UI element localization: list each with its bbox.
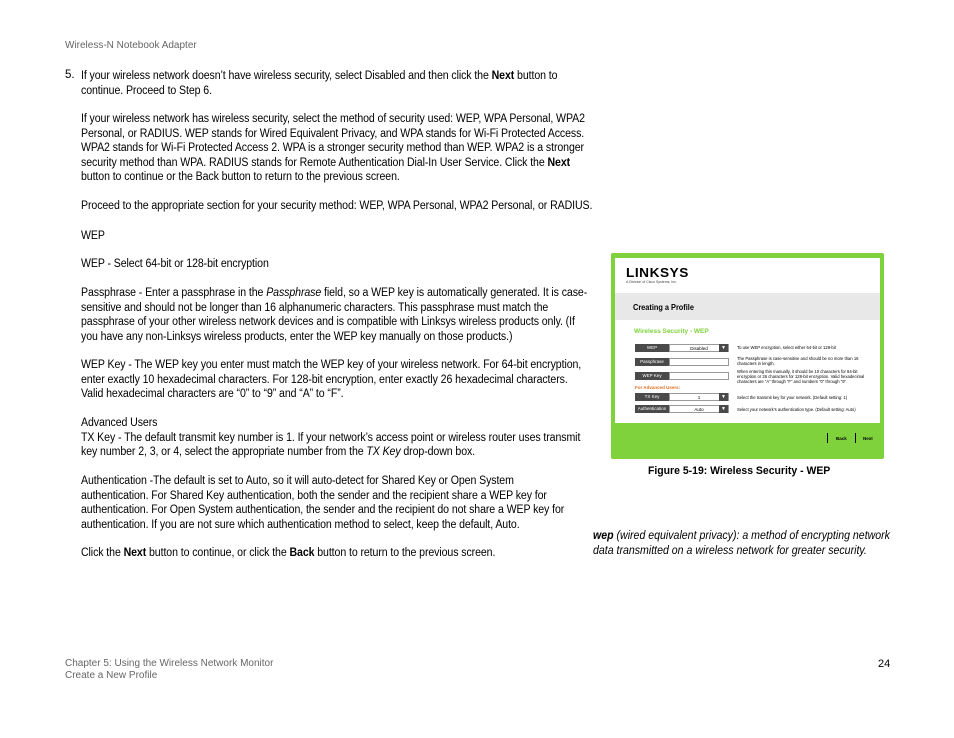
wep-desc: To use WEP encryption, select either 64-bit or 128-bit	[737, 345, 836, 350]
next-button[interactable]: Next	[863, 436, 873, 441]
advanced-users-label: For Advanced Users:	[635, 385, 681, 390]
wep-heading: WEP	[81, 230, 105, 242]
figure-caption: Figure 5-19: Wireless Security - WEP	[648, 465, 831, 477]
logo-subtitle: A Division of Cisco Systems, Inc.	[626, 280, 677, 284]
authentication-dropdown-icon[interactable]: ▼	[719, 405, 728, 413]
footer-section: Create a New Profile	[65, 670, 158, 681]
passphrase-desc: The Passphrase is case-sensitive and should be no more than 16 characters in length.	[737, 356, 859, 366]
wep-select[interactable]: Disabled	[669, 344, 729, 352]
wep-key-desc: When entering this manually, it should be 10 characters for 64-bit encryption or 26 characters for 128-bit encryption. Valid hexadecimal characters are “A” through “F” and numbers “0” through “9”.	[737, 369, 865, 384]
wep-key-label: WEP Key	[635, 372, 669, 380]
tx-key-label: TX Key	[635, 393, 669, 401]
click-next-paragraph: Click the Next button to continue, or click the Back button to return to the previous screen.	[81, 547, 496, 559]
authentication-desc: Select your network’s authentication type. (Default setting: Auto)	[737, 407, 856, 412]
figure-title: Creating a Profile	[633, 303, 694, 312]
step-paragraph-3: Proceed to the appropriate section for your security method: WEP, WPA Personal, WPA2 Personal, or RADIUS.	[81, 200, 593, 212]
authentication-select[interactable]: Auto	[669, 405, 729, 413]
linksys-logo: LINKSYS	[626, 265, 689, 280]
wep-select-text: WEP - Select 64-bit or 128-bit encryption	[81, 258, 269, 270]
glossary-note: wep (wired equivalent privacy): a method of encrypting network data transmitted on a wireless network for greater security.	[593, 530, 890, 557]
tx-key-dropdown-icon[interactable]: ▼	[719, 393, 728, 401]
step-number: 5.	[65, 69, 75, 81]
tx-key-desc: Select the transmit key for your network. (Default setting: 1)	[737, 395, 848, 400]
wep-key-input[interactable]	[669, 372, 729, 380]
running-header: Wireless-N Notebook Adapter	[65, 40, 197, 51]
separator	[855, 433, 856, 443]
tx-key-select[interactable]: 1	[669, 393, 729, 401]
figure-window	[615, 258, 880, 451]
back-button[interactable]: Back	[836, 436, 847, 441]
passphrase-input[interactable]	[669, 358, 729, 366]
step-paragraph-2: If your wireless network has wireless security, select the method of security used: WEP, WPA Personal, WPA2 Personal, or RADIUS. WEP stands for Wired Equivalent Privacy, and WPA stands for Wi-Fi Protected Access. WPA2 stands for Wi-Fi Protected Access 2. WPA is a stronger security method than WEP. WPA2 is a stronger security method than WPA. RADIUS stands for Remote Authentication Dial-In User Service. Click the Next button to continue or the Back button to return to the previous screen.	[81, 113, 585, 183]
passphrase-label: Passphrase	[635, 358, 669, 366]
page-number: 24	[878, 658, 891, 670]
step-paragraph-1: If your wireless network doesn’t have wireless security, select Disabled and then click the Next button to continue. Proceed to Step 6.	[81, 70, 558, 97]
wep-label: WEP	[635, 344, 669, 352]
footer-chapter: Chapter 5: Using the Wireless Network Monitor	[65, 658, 274, 669]
wep-key-paragraph: WEP Key - The WEP key you enter must match the WEP key of your wireless network. For 64-bit encryption, enter exactly 10 hexadecimal characters. For 128-bit encryption, enter exactly 26 hexadecimal characters. Valid hexadecimal characters are “0” to “9” and “A” to “F”.	[81, 359, 582, 400]
wireless-security-title: Wireless Security - WEP	[634, 328, 709, 335]
advanced-users-paragraph: Advanced Users TX Key - The default transmit key number is 1. If your network’s access point or wireless router uses transmit key number 2, 3, or 4, select the appropriate number from the TX Key drop-down box.	[81, 417, 581, 458]
separator	[827, 433, 828, 443]
authentication-paragraph: Authentication -The default is set to Auto, so it will auto-detect for Shared Key or Open System authentication. For Shared Key authentication, both the sender and the recipient share a WEP key for authentication. For Open System authentication, the sender and the recipient do not share a WEP key for authentication. If you are not sure which authentication method to select, keep the default, Auto.	[81, 475, 565, 531]
glossary-term: wep	[593, 530, 614, 542]
wireless-security-figure	[611, 253, 884, 459]
authentication-label: Authentication	[635, 405, 669, 413]
wep-dropdown-icon[interactable]: ▼	[719, 344, 728, 352]
passphrase-paragraph: Passphrase - Enter a passphrase in the Passphrase field, so a WEP key is automatically generated. It is case- sensitive and should not be longer than 16 alphanumeric characters. This passphrase must match the passphrase of your other wireless network devices and is compatible with Linksys wireless products only. (If you have any non-Linksys wireless products, enter the WEP key manually on those products.)	[81, 287, 588, 343]
